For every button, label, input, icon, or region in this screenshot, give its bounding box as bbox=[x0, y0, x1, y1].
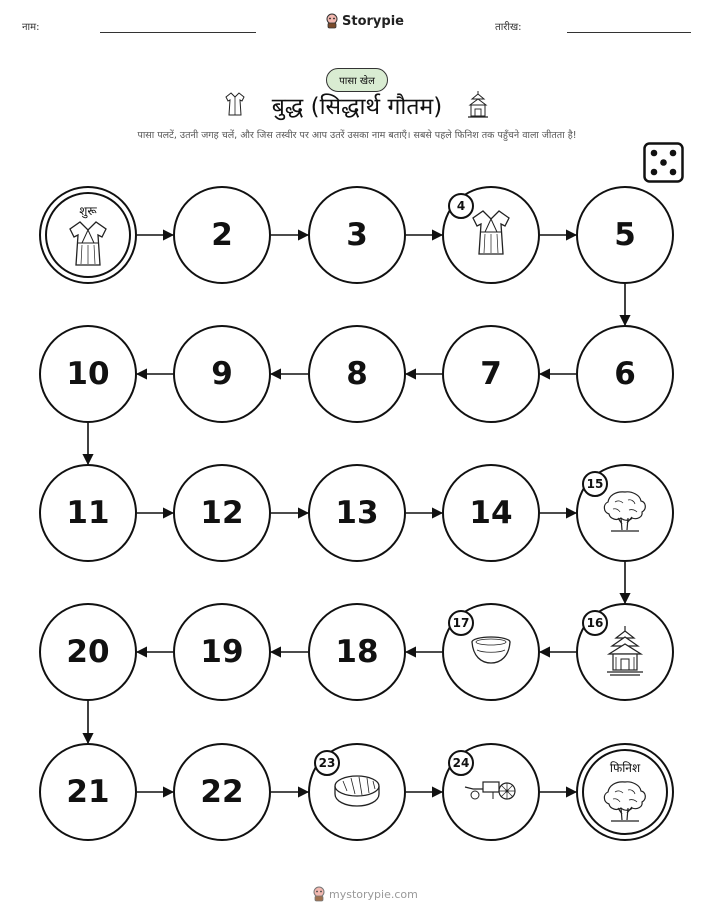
board-space-3 bbox=[308, 186, 406, 284]
game-type-badge: पासा खेल bbox=[326, 68, 388, 92]
brand-name: Storypie bbox=[342, 13, 404, 29]
board-space-17 bbox=[442, 603, 540, 701]
board-space-14 bbox=[442, 464, 540, 562]
robe-icon bbox=[67, 219, 109, 273]
space-number: 2 bbox=[211, 217, 233, 253]
start-label: शुरू bbox=[79, 204, 97, 218]
page-title: बुद्ध (सिद्धार्थ गौतम) bbox=[271, 94, 443, 120]
board-space-22 bbox=[173, 743, 271, 841]
board-space-24 bbox=[442, 743, 540, 841]
board-space-16 bbox=[576, 603, 674, 701]
board-space-12 bbox=[173, 464, 271, 562]
board-space-6 bbox=[576, 325, 674, 423]
bodhi-tree-icon bbox=[601, 778, 649, 828]
date-label: तारीख: bbox=[495, 22, 522, 33]
board-space-4 bbox=[442, 186, 540, 284]
board-space-8 bbox=[308, 325, 406, 423]
finish-space bbox=[576, 743, 674, 841]
board-space-21 bbox=[39, 743, 137, 841]
space-number: 5 bbox=[614, 217, 636, 253]
instructions: पासा पलटें, उतनी जगह चलें, और जिस तस्वीर पर आप उतरें उसका नाम बताएँ। सबसे पहले फिनिश तक पहुँचने वाला जीतता है! bbox=[137, 130, 577, 141]
footer bbox=[312, 886, 418, 902]
space-number: 8 bbox=[346, 356, 368, 392]
space-number: 14 bbox=[469, 495, 513, 531]
board-space-13 bbox=[308, 464, 406, 562]
space-number: 21 bbox=[66, 774, 110, 810]
space-number: 6 bbox=[614, 356, 636, 392]
temple-icon bbox=[604, 624, 646, 680]
space-number: 19 bbox=[200, 634, 244, 670]
space-number-badge: 15 bbox=[582, 471, 608, 497]
space-number-badge: 4 bbox=[448, 193, 474, 219]
bowl-icon bbox=[467, 632, 515, 672]
board-space-9 bbox=[173, 325, 271, 423]
storypie-logo-icon bbox=[312, 886, 326, 902]
name-label: नाम: bbox=[22, 22, 40, 33]
board-space-20 bbox=[39, 603, 137, 701]
cart-icon bbox=[463, 777, 519, 807]
robe-icon bbox=[470, 208, 512, 262]
space-number-badge: 23 bbox=[314, 750, 340, 776]
space-number-badge: 16 bbox=[582, 610, 608, 636]
board-space-18 bbox=[308, 603, 406, 701]
space-number: 12 bbox=[200, 495, 244, 531]
board-space-19 bbox=[173, 603, 271, 701]
board-space-5 bbox=[576, 186, 674, 284]
board-space-23 bbox=[308, 743, 406, 841]
bodhi-tree-icon bbox=[601, 488, 649, 538]
footer-website: mystorypie.com bbox=[329, 887, 418, 901]
space-number: 3 bbox=[346, 217, 368, 253]
board-space-11 bbox=[39, 464, 137, 562]
rice-cake-icon bbox=[331, 770, 383, 814]
space-number: 20 bbox=[66, 634, 110, 670]
board-space-15 bbox=[576, 464, 674, 562]
space-number-badge: 17 bbox=[448, 610, 474, 636]
start-space bbox=[39, 186, 137, 284]
finish-label: फिनिश bbox=[609, 761, 641, 775]
space-number: 7 bbox=[480, 356, 502, 392]
space-number: 22 bbox=[200, 774, 244, 810]
space-number: 18 bbox=[335, 634, 379, 670]
board-space-10 bbox=[39, 325, 137, 423]
space-number: 10 bbox=[66, 356, 110, 392]
board-space-2 bbox=[173, 186, 271, 284]
space-number: 13 bbox=[335, 495, 379, 531]
space-number: 11 bbox=[66, 495, 110, 531]
space-number: 9 bbox=[211, 356, 233, 392]
space-number-badge: 24 bbox=[448, 750, 474, 776]
board-space-7 bbox=[442, 325, 540, 423]
